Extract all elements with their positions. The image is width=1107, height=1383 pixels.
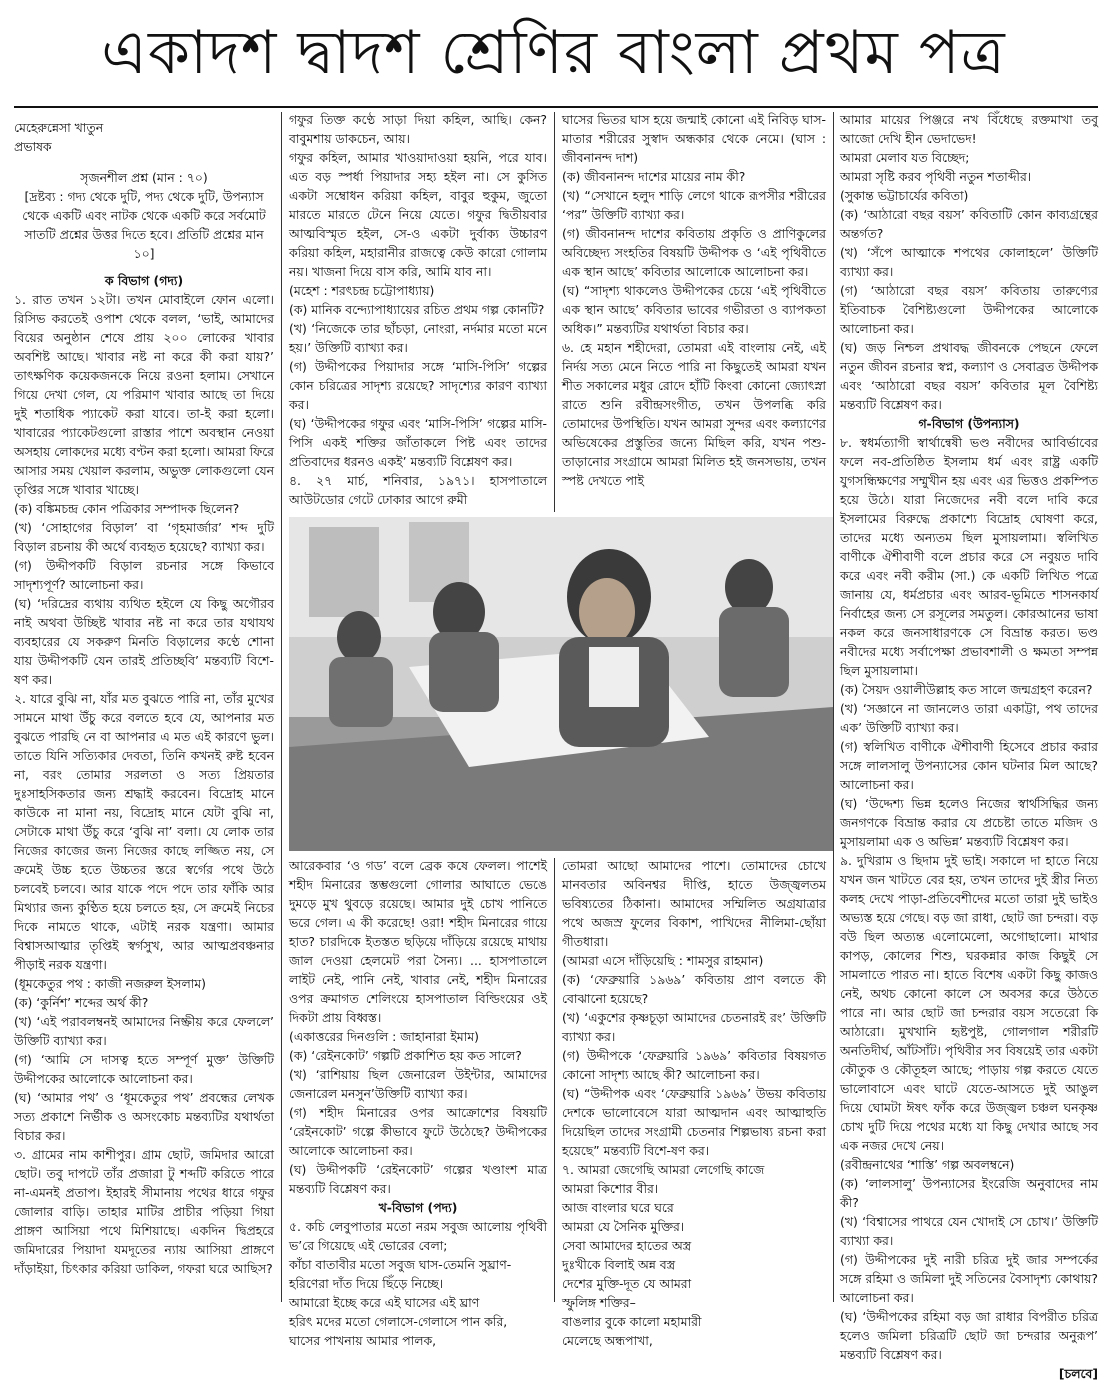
paragraph: (ঘ) “উদ্দীপক এবং ‘ফেব্রুয়ারি ১৯৬৯’ উভয় কবিতায় দেশকে ভালোবেসে যারা আত্মদান এবং আত্মাহুতি দিয়েছিল তাদের সংগ্রামী চেতনার শিল্পভাষ্য রচনা করা হয়েছে” মন্তব্যটি বিশে-ষণ কর। xyxy=(562,1086,826,1158)
classroom-exam-photo xyxy=(289,517,833,851)
section-heading: গ-বিভাগ (উপন্যাস) xyxy=(918,416,1020,431)
paragraph: (একাত্তরের দিনগুলি : জাহানারা ইমাম) xyxy=(289,1029,479,1044)
paragraph: গফুর তিক্ত কণ্ঠে সাড়া দিয়া কহিল, আছি। কেন? বাবুমশায় ডাকচেন, আয়। xyxy=(289,112,547,146)
paragraph: (গ) উদ্দীপকটি বিড়াল রচনার সঙ্গে কিভাবে সাদৃশ্যপূর্ণ? আলোচনা কর। xyxy=(14,558,274,592)
paragraph: (খ) ‘এই পরাবলম্বনই আমাদের নিষ্ক্রীয় করে ফেললে’ উক্তিটি ব্যাখ্যা কর। xyxy=(14,1014,274,1048)
paragraph: (গ) শহীদ মিনারের ওপর আক্রোশের বিষয়টি ‘রেইনকোট’ গল্পে কীভাবে ফুটে উঠেছে? উদ্দীপকের আলোকে আলোচনা কর। xyxy=(289,1105,547,1158)
paragraph: (গ) ‘আঠারো বছর বয়স’ কবিতায় তারুণ্যের ইতিবাচক বৈশিষ্ট্যগুলো উদ্দীপকের আলোকে আলোচনা কর। xyxy=(840,283,1098,336)
paragraph: বাঙলার বুকে কালো মহামারী xyxy=(562,1314,702,1329)
paragraph: (খ) ‘রাশিয়ায় ছিল জেনারেল উইন্টার, আমাদের জেনারেল মনসুন’উক্তিটি ব্যাখ্যা কর। xyxy=(289,1067,547,1101)
paragraph: (ক) ‘আঠারো বছর বয়স’ কবিতাটি কোন কাব্যগ্রন্থের অন্তর্গত? xyxy=(840,207,1098,241)
paragraph: (খ) ‘সজ্ঞানে না জানলেও তারা একাট্টা, পথ তাদের এক’ উক্তিটি ব্যাখ্যা কর। xyxy=(840,701,1098,735)
section-heading: খ-বিভাগ (পদ্য) xyxy=(378,1200,458,1215)
paragraph: হরিণেরা দাঁত দিয়ে ছিঁড়ে নিচ্ছে। xyxy=(289,1276,444,1291)
paragraph: (ঘ) ‘আমার পথ’ ও ‘ধূমকেতুর পথ’ প্রবন্ধের লেখক সত্য প্রকাশে নির্ভীক ও অসংকোচ মন্তব্যটির যথার্থতা বিচার কর। xyxy=(14,1090,274,1143)
paragraph: (গ) উদ্দীপকে ‘ফেব্রুয়ারি ১৯৬৯’ কবিতার বিষয়গত কোনো সাদৃশ্য আছে কী? আলোচনা কর। xyxy=(562,1048,826,1082)
paragraph: ঘাসের পাখনায় আমার পালক, xyxy=(289,1333,437,1348)
paragraph: (ক) ‘কুর্নিশ’ শব্দের অর্থ কী? xyxy=(14,995,149,1010)
paragraph: (গ) উদ্দীপকের পিয়াদার সঙ্গে ‘মাসি-পিসি’ গল্পের কোন চরিত্রের সাদৃশ্য রয়েছে? সাদৃশ্যের কারণ ব্যাখ্যা কর। xyxy=(289,359,547,412)
paragraph: আমরা মেলাব যত বিচ্ছেদ; xyxy=(840,150,970,165)
title-rule xyxy=(14,106,1098,108)
column-divider xyxy=(554,858,555,1302)
paragraph: (ঘ) ‘উদ্দেশ্য ভিন্ন হলেও নিজের স্বার্থসিদ্ধির জন্য জনগণকে বিভ্রান্ত করার যে প্রচেষ্টা তাতে মজিদ ও মুসায়লামা এক ও অভিন্ন’ মন্তব্যটি বিশ্লেষণ কর। xyxy=(840,796,1098,849)
column-divider xyxy=(833,112,834,1302)
paragraph: (ক) ‘লালসালু’ উপন্যাসের ইংরেজি অনুবাদের নাম কী? xyxy=(840,1176,1098,1210)
author-name: মেহেরুন্নেসা খাতুন xyxy=(14,120,104,135)
paragraph: (ক) জীবনানন্দ দাশের মায়ের নাম কী? xyxy=(562,169,746,184)
paragraph: ৩. গ্রামের নাম কাশীপুর। গ্রাম ছোট, জমিদার আরো ছোট। তবু দাপটে তাঁর প্রজারা টু শব্দটি করিতে পারে না-এমনই প্রতাপ। ইহারই সীমানায় পথের ধারে গফুর জোলার বাড়ি। তাহার মাটির প্রাচীর পড়িয়া গিয়া প্রাঙ্গণ আসিয়া পথে মিশিয়াছে। একদিন দ্বিপ্রহরে জমিদারের পিয়াদা যমদূতের ন্যায় আসিয়া প্রাঙ্গণে দাঁড়াইয়া, চিৎকার করিয়া ডাকিল, গফরা ঘরে আছিস? xyxy=(14,1147,274,1276)
column-1 xyxy=(14,118,274,1308)
paragraph: (ঘ) ‘উদ্দীপকের রহিমা বড় জা রাধার বিপরীত চরিত্র হলেও জমিলা চরিত্রটি ছোট জা চন্দরার অনুরূপ’ মন্তব্যটি বিশ্লেষণ কর। xyxy=(840,1309,1098,1362)
paragraph: (ক) সৈয়দ ওয়ালীউল্লাহ কত সালে জন্মগ্রহণ করেন? xyxy=(840,682,1093,697)
paragraph: স্ফুলিঙ্গ শক্তির– xyxy=(562,1295,636,1310)
paragraph: গফুর কহিল, আমার খাওয়াদাওয়া হয়নি, পরে যাব। এত বড় স্পর্ধা পিয়াদার সহ্য হইল না। সে কুসিত একটা সম্বোধন করিয়া কহিল, বাবুর হুকুম, জুতো মারতে মারতে টেনে নিয়ে যেতে। গফুর দ্বিতীয়বার আত্মবিস্মৃত হইল, সে-ও একটা দুর্বাক্য উচ্চারণ করিয়া কহিল, মহারানীর রাজত্বে কেউ কারো গোলাম নয়। খাজনা দিয়ে বাস করি, আমি যাব না। xyxy=(289,150,547,279)
paragraph: কাঁচা বাতাবীর মতো সবুজ ঘাস-তেমনি সুঘ্রাণ- xyxy=(289,1257,512,1272)
paragraph: (ঘ) জড় নিশ্চল প্রথাবদ্ধ জীবনকে পেছনে ফেলে নতুন জীবন রচনার স্বপ্ন, কল্যাণ ও সেবাব্রত উদ্দীপক এবং ‘আঠারো বছর বয়স’ কবিতার মূল বৈশিষ্ট্য মন্তব্যটি বিশ্লেষণ কর। xyxy=(840,340,1098,412)
author-role: প্রভাষক xyxy=(14,139,52,154)
paragraph: ৭. আমরা জেগেছি আমরা লেগেছি কাজে xyxy=(562,1162,765,1177)
paragraph: (ধূমকেতুর পথ : কাজী নজরুল ইসলাম) xyxy=(14,976,207,991)
paragraph: (খ) ‘একুশের কৃষ্ণচূড়া আমাদের চেতনারই রং’ উক্তিটি ব্যাখ্যা কর। xyxy=(562,1010,826,1044)
column-4 xyxy=(840,110,1098,1381)
section-heading: ক বিভাগ (গদ্য) xyxy=(104,273,184,288)
paragraph: (ঘ) ‘দরিদ্রের ব্যথায় ব্যথিত হইলে যে কিছু অগৌরব নাই অথবা উচ্ছিষ্ট খাবার নষ্ট না করে তার যথাযথ ব্যবহারের যে সকরুণ মিনতি বিড়ালের কণ্ঠে শোনা যায় উদ্দীপকটি যেন তারই প্রতিচ্ছবি’ মন্তব্যটি বিশে-ষণ কর। xyxy=(14,596,274,687)
paragraph: (রবীন্দ্রনাথের ‘শাস্তি’ গল্প অবলম্বনে) xyxy=(840,1157,1015,1172)
paragraph: (খ) ‘সঁপে আত্মাকে শপথের কোলাহলে’ উক্তিটি ব্যাখ্যা কর। xyxy=(840,245,1098,279)
paragraph: (ঘ) ‘উদ্দীপকের গফুর এবং ‘মাসি-পিসি’ গল্পের মাসি-পিসি একই শক্তির জাঁতাকলে পিষ্ট এবং তাদের প্রতিবাদের ধরনও একই’ মন্তব্যটি বিশ্লেষণ কর। xyxy=(289,416,547,469)
column-3-top xyxy=(562,110,826,510)
paragraph: (মহেশ : শরৎচন্দ্র চট্টোপাধ্যায়) xyxy=(289,283,435,298)
column-3-bottom xyxy=(562,856,826,1348)
paragraph: (ক) ‘ফেব্রুয়ারি ১৯৬৯’ কবিতায় প্রাণ বলতে কী বোঝানো হয়েছে? xyxy=(562,972,826,1006)
paragraph: (খ) ‘বিশ্বাসের পাথরে যেন খোদাই সে চোখ।’ উক্তিটি ব্যাখ্যা কর। xyxy=(840,1214,1098,1248)
paragraph: (গ) স্বলিখিত বাণীকে ঐশীবাণী হিসেবে প্রচার করার সঙ্গে লালসালু উপন্যাসের কোন ঘটনার মিল আছে? আলোচনা কর। xyxy=(840,739,1098,792)
paragraph: (খ) “সেখানে হলুদ শাড়ি লেগে থাকে রূপসীর শরীরের ‘পর” উক্তিটি ব্যাখ্যা কর। xyxy=(562,188,826,222)
paragraph: হরিৎ মদের মতো গেলাসে-গেলাসে পান করি, xyxy=(289,1314,508,1329)
paragraph: ৬. হে মহান শহীদেরা, তোমরা এই বাংলায় নেই, এই নির্দয় সত্য মেনে নিতে পারি না কিছুতেই আমরা যখন শীত সকালের মধুর রোদে হাঁটি কিংবা কোনো জ্যোৎস্না রাতে শুনি রবীন্দ্রসংগীত, তখন উপলব্ধি করি তোমাদের উপস্থিতি। যখন আমরা সুন্দর এবং কল্যাণের অভিষেকের প্রস্তুতির জন্যে মিছিল করি, যখন পশু-তাড়ানোর সংগ্রামে আমরা মিলিত হই জনসভায়, তখন স্পষ্ট দেখতে পাই xyxy=(562,340,826,488)
column-2-top xyxy=(289,110,547,510)
column-divider xyxy=(281,112,282,512)
paragraph: (গ) ‘আমি সে দাসত্ব হতে সম্পূর্ণ মুক্ত’ উক্তিটি উদ্দীপকের আলোকে আলোচনা কর। xyxy=(14,1052,274,1086)
paragraph: ১. রাত তখন ১২টা। তখন মোবাইলে ফোন এলো। রিসিভ করতেই ওপাশ থেকে বলল, ‘ভাই, আমাদের বিয়ের অনুষ্ঠান শেষে প্রায় ২০০ লোকের খাবার অবশিষ্ট আছে। খাবার নষ্ট না করে কী করা যায়?’ তাৎক্ষণিক কয়েকজনকে নিয়ে রওনা হলাম। সেখানে গিয়ে দেখা গেল, যে পরিমাণ খাবার আছে তা দিয়ে দুই শতাধিক প্যাকেট করা যাবে। তা-ই করা হলো। খাবারের প্যাকেটগুলো রাস্তার পাশে অবস্থান নেওয়া অসহায় লোকদের মধ্যে বণ্টন করা হলো। আমরা ফিরে আসার সময় খেয়াল করলাম, অভুক্ত লোকগুলো যেন তৃপ্তির সঙ্গে খাবার খাচ্ছে। xyxy=(14,292,274,497)
paragraph: (খ) ‘নিজেকে তার ছাঁচড়া, নোংরা, নর্দমার মতো মনে হয়।’ উক্তিটি ব্যাখ্যা কর। xyxy=(289,321,547,355)
paragraph: ২. যারে বুঝি না, যাঁর মত বুঝতে পারি না, তাঁর মুখের সামনে মাথা উঁচু করে বলতে হবে যে, আপনার মত বুঝতে পারছি নে বা আপনার এ মত এই কারণে ভুল। তাতে যিনি সত্যিকার দেবতা, তিনি কখনই রুষ্ট হবেন না, বরং তোমার সরলতা ও সত্য প্রিয়তার দুঃসাহসিকতার জন্য শ্রদ্ধাই করবেন। বিদ্রোহ মানে কাউকে না মানা নয়, বিদ্রোহ মানে যেটা বুঝি না, সেটাকে মাথা উঁচু করে ‘বুঝি না’ বলা। যে লোক তার নিজের কাজের জন্য নিজের কাছে লজ্জিত নয়, সে ক্রমেই উচ্চ হতে উচ্চতর স্তরে স্বর্গের পথে উঠে চলবেই চলবে। আর যাকে পদে পদে তার ফাঁকি আর মিথ্যার জন্য কুণ্ঠিত হয়ে চলতে হয়, সে ক্রমেই নিচের দিকে নামতে থাকে, এটাই নরক যন্ত্রণা। আমার বিশ্বাসআত্মার তৃপ্তিই স্বর্গসুখ, আর আত্মপ্রবঞ্চনার পীড়াই নরক যন্ত্রণা। xyxy=(14,691,274,972)
paragraph: আমরা সৃষ্টি করব পৃথিবী নতুন শতাব্দীর। xyxy=(840,169,1032,184)
paragraph: আমারো ইচ্ছে করে এই ঘাসের এই ঘ্রাণ xyxy=(289,1295,480,1310)
column-2-bottom xyxy=(289,856,547,1348)
paragraph: (খ) ‘সোহাগের বিড়াল’ বা ‘গৃহমার্জার’ শব্দ দুটি বিড়াল রচনায় কী অর্থে ব্যবহৃত হয়েছে? ব্যাখ্যা কর। xyxy=(14,520,274,554)
paragraph: ৫. কচি লেবুপাতার মতো নরম সবুজ আলোয় পৃথিবী ভ’রে গিয়েছে এই ভোরের বেলা; xyxy=(289,1219,547,1253)
paragraph: মেলেছে অন্ধপাখা, xyxy=(562,1333,653,1348)
paragraph: (গ) উদ্দীপকের দুই নারী চরিত্র দুই জার সম্পর্কের সঙ্গে রহিমা ও জমিলা দুই সতিনের বৈসাদৃশ্য কোথায়? আলোচনা কর। xyxy=(840,1252,1098,1305)
paragraph: (ক) মানিক বন্দ্যোপাধ্যায়ের রচিত প্রথম গল্প কোনটি? xyxy=(289,302,545,317)
paragraph: (ক) ‘রেইনকোট’ গল্পটি প্রকাশিত হয় কত সালে? xyxy=(289,1048,522,1063)
paragraph: (ঘ) “সাদৃশ্য থাকলেও উদ্দীপকের চেয়ে ‘এই পৃথিবীতে এক স্থান আছে’ কবিতার ভাবের গভীরতা ও ব্যাপকতা অধিক।” মন্তব্যটির যথার্থতা বিচার কর। xyxy=(562,283,826,336)
paragraph: ৮. স্বধর্মত্যাগী স্বার্থান্বেষী ভণ্ড নবীদের আবির্ভাবের ফলে নব-প্রতিষ্ঠিত ইসলাম ধর্ম এবং রাষ্ট্র একটি যুগসন্ধিক্ষণের সম্মুখীন হয় এবং এর ভিত্তও প্রকম্পিত হয়ে উঠে। যারা নিজেদের নবী বলে দাবি করে ইসলামের বিরুদ্ধে প্রকাশ্যে বিদ্রোহ ঘোষণা করে, তাদের মধ্যে অন্যতম ছিল মুসায়লামা। স্বলিখিত বাণীকে ঐশীবাণী বলে প্রচার করে সে নবুয়ত দাবি করে এবং নবী করীম (সা.) কে একটি লিখিত পত্রে জানায় যে, ধর্মপ্রচার এবং আরব-ভূমিতে শাসনকার্য নির্বাহের জন্য সে রসূলের সমতুল। কোরআনের ভাষা নকল করে জনসাধারণকে সে বিভ্রান্ত করত। ভণ্ড নবীদের মধ্যে সর্বাপেক্ষা প্রভাবশালী ও ক্ষমতা সম্পন্ন ছিল মুসায়লামা। xyxy=(840,435,1098,678)
column-divider xyxy=(281,512,282,1302)
continued-marker: [চলবে] xyxy=(1058,1366,1098,1381)
paragraph: ৯. দুখিরাম ও ছিদাম দুই ভাই। সকালে দা হাতে নিয়ে যখন জন খাটতে বের হয়, তখন তাদের দুই স্ত্রীর নিত্য কলহ দেখে পাড়া-প্রতিবেশীদের মতো তারা দুই ভাইও অভ্যস্ত হয়ে গেছে। বড় জা রাধা, ছোট জা চন্দরা। বড় বউ ছিল অত্যন্ত এলোমেলো, অগোছালো। মাথার কাপড়, কোলের শিশু, ঘরকন্নার কাজ কিছুই সে সামলাতে পারত না। হাতে বিশেষ একটা কিছু কাজও নেই, অথচ কোনো কালে সে অবসর করে উঠতে পারে না। আর ছোট জা চন্দরার বয়স সতেরো কি আঠারো। মুখখানি হৃষ্টপুষ্ট, গোলগাল শরীরটি অনতিদীর্ঘ, আঁটসাঁট। পৃথিবীর সব বিষয়েই তার একটা কৌতুক ও কৌতূহল আছে; পাড়ায় গল্প করতে যেতে ভালোবাসে এবং ঘাটে যেতে-আসতে দুই আঙুল দিয়ে ঘোমটা ঈষৎ ফাঁক করে উজ্জ্বল চঞ্চল ঘনকৃষ্ণ চোখ দুটি দিয়ে পথের মধ্যে যা কিছু দেখার আছে সব এক নজর দেখে নেয়। xyxy=(840,853,1098,1153)
paragraph: সেবা আমাদের হাতের অস্ত্র xyxy=(562,1238,692,1253)
paragraph: দুঃখীকে বিলাই অন্ন বস্ত্র xyxy=(562,1257,676,1272)
paragraph: (আমরা এসে দাঁড়িয়েছি : শামসুর রাহমান) xyxy=(562,953,764,968)
exam-note: [দ্রষ্টব্য : গদ্য থেকে দুটি, পদ্য থেকে দুটি, উপন্যাস থেকে একটি এবং নাটক থেকে একটি করে সর্বমোট সাতটি প্রশ্নের উত্তর দিতে হবে। প্রতিটি প্রশ্নের মান ১০] xyxy=(22,189,266,261)
paragraph: ঘাসের ভিতর ঘাস হয়ে জন্মাই কোনো এই নিবিড় ঘাস-মাতার শরীরের সুস্বাদ অন্ধকার থেকে নেমে। (ঘাস : জীবনানন্দ দাশ) xyxy=(562,112,826,165)
paragraph: (ক) বঙ্কিমচন্দ্র কোন পত্রিকার সম্পাদক ছিলেন? xyxy=(14,501,240,516)
column-divider xyxy=(554,112,555,512)
page-title: একাদশ দ্বাদশ শ্রেণির বাংলা প্রথম পত্র xyxy=(101,18,1006,88)
paragraph: আমার মায়ের পিঞ্জরে নখ বিঁধেছে রক্তমাখা তবু আজো দেখি হীন ভেদাভেদ! xyxy=(840,112,1098,146)
exam-heading: সৃজনশীল প্রশ্ন (মান : ৭০) xyxy=(80,170,208,185)
paragraph: (সুকান্ত ভট্টাচার্যের কবিতা) xyxy=(840,188,969,203)
paragraph: (গ) জীবনানন্দ দাশের কবিতায় প্রকৃতি ও প্রাণিকুলের অবিচ্ছেদ্য সংহতির বিষয়টি উদ্দীপক ও ‘এই পৃথিবীতে এক স্থান আছে’ কবিতার আলোকে আলোচনা কর। xyxy=(562,226,826,279)
paragraph: আমরা যে সৈনিক মুক্তির। xyxy=(562,1219,685,1234)
paragraph: আরেকবার ‘ও গড’ বলে ব্রেক কষে ফেলল। পাশেই শহীদ মিনারের স্তম্ভগুলো গোলার আঘাতে ভেঙে দুমড়ে মুখ থুবড়ে রয়েছে। আমার দুই চোখ পানিতে ভরে গেল। এ কী করেছে! ওরা! শহীদ মিনারের গায়ে হাত? চারদিকে ইতস্তত ছড়িয়ে দাঁড়িয়ে রয়েছে মাথায় জাল দেওয়া হেলমেট পরা সৈন্য। ... হাসপাতালে লাইট নেই, পানি নেই, খাবার নেই, শহীদ মিনারের ওপর ক্রমাগত শেলিংয়ে হাসপাতাল বিল্ডিংয়ের ওই দিকটা প্রায় বিধ্বস্ত। xyxy=(289,858,547,1025)
paragraph: তোমরা আছো আমাদের পাশে। তোমাদের চোখে মানবতার অবিনশ্বর দীপ্তি, হাতে উজ্জ্বলতম ভবিষ্যতের ঠিকানা। আমাদের সম্মিলিত অগ্রযাত্রার পথে অজস্র ফুলের বিকাশ, পাখিদের নীলিমা-ছোঁয়া গীতধারা। xyxy=(562,858,826,949)
paragraph: (ঘ) উদ্দীপকটি ‘রেইনকোট’ গল্পের খণ্ডাংশ মাত্র মন্তব্যটি বিশ্লেষণ কর। xyxy=(289,1162,547,1196)
paragraph: দেশের মুক্তি-দূত যে আমরা xyxy=(562,1276,692,1291)
paragraph: আমরা কিশোর বীর। xyxy=(562,1181,659,1196)
paragraph: ৪. ২৭ মার্চ, শনিবার, ১৯৭১। হাসপাতালে আউটডোর গেটে ঢোকার আগে রুমী xyxy=(289,473,547,507)
paragraph: আজ বাংলার ঘরে ঘরে xyxy=(562,1200,674,1215)
